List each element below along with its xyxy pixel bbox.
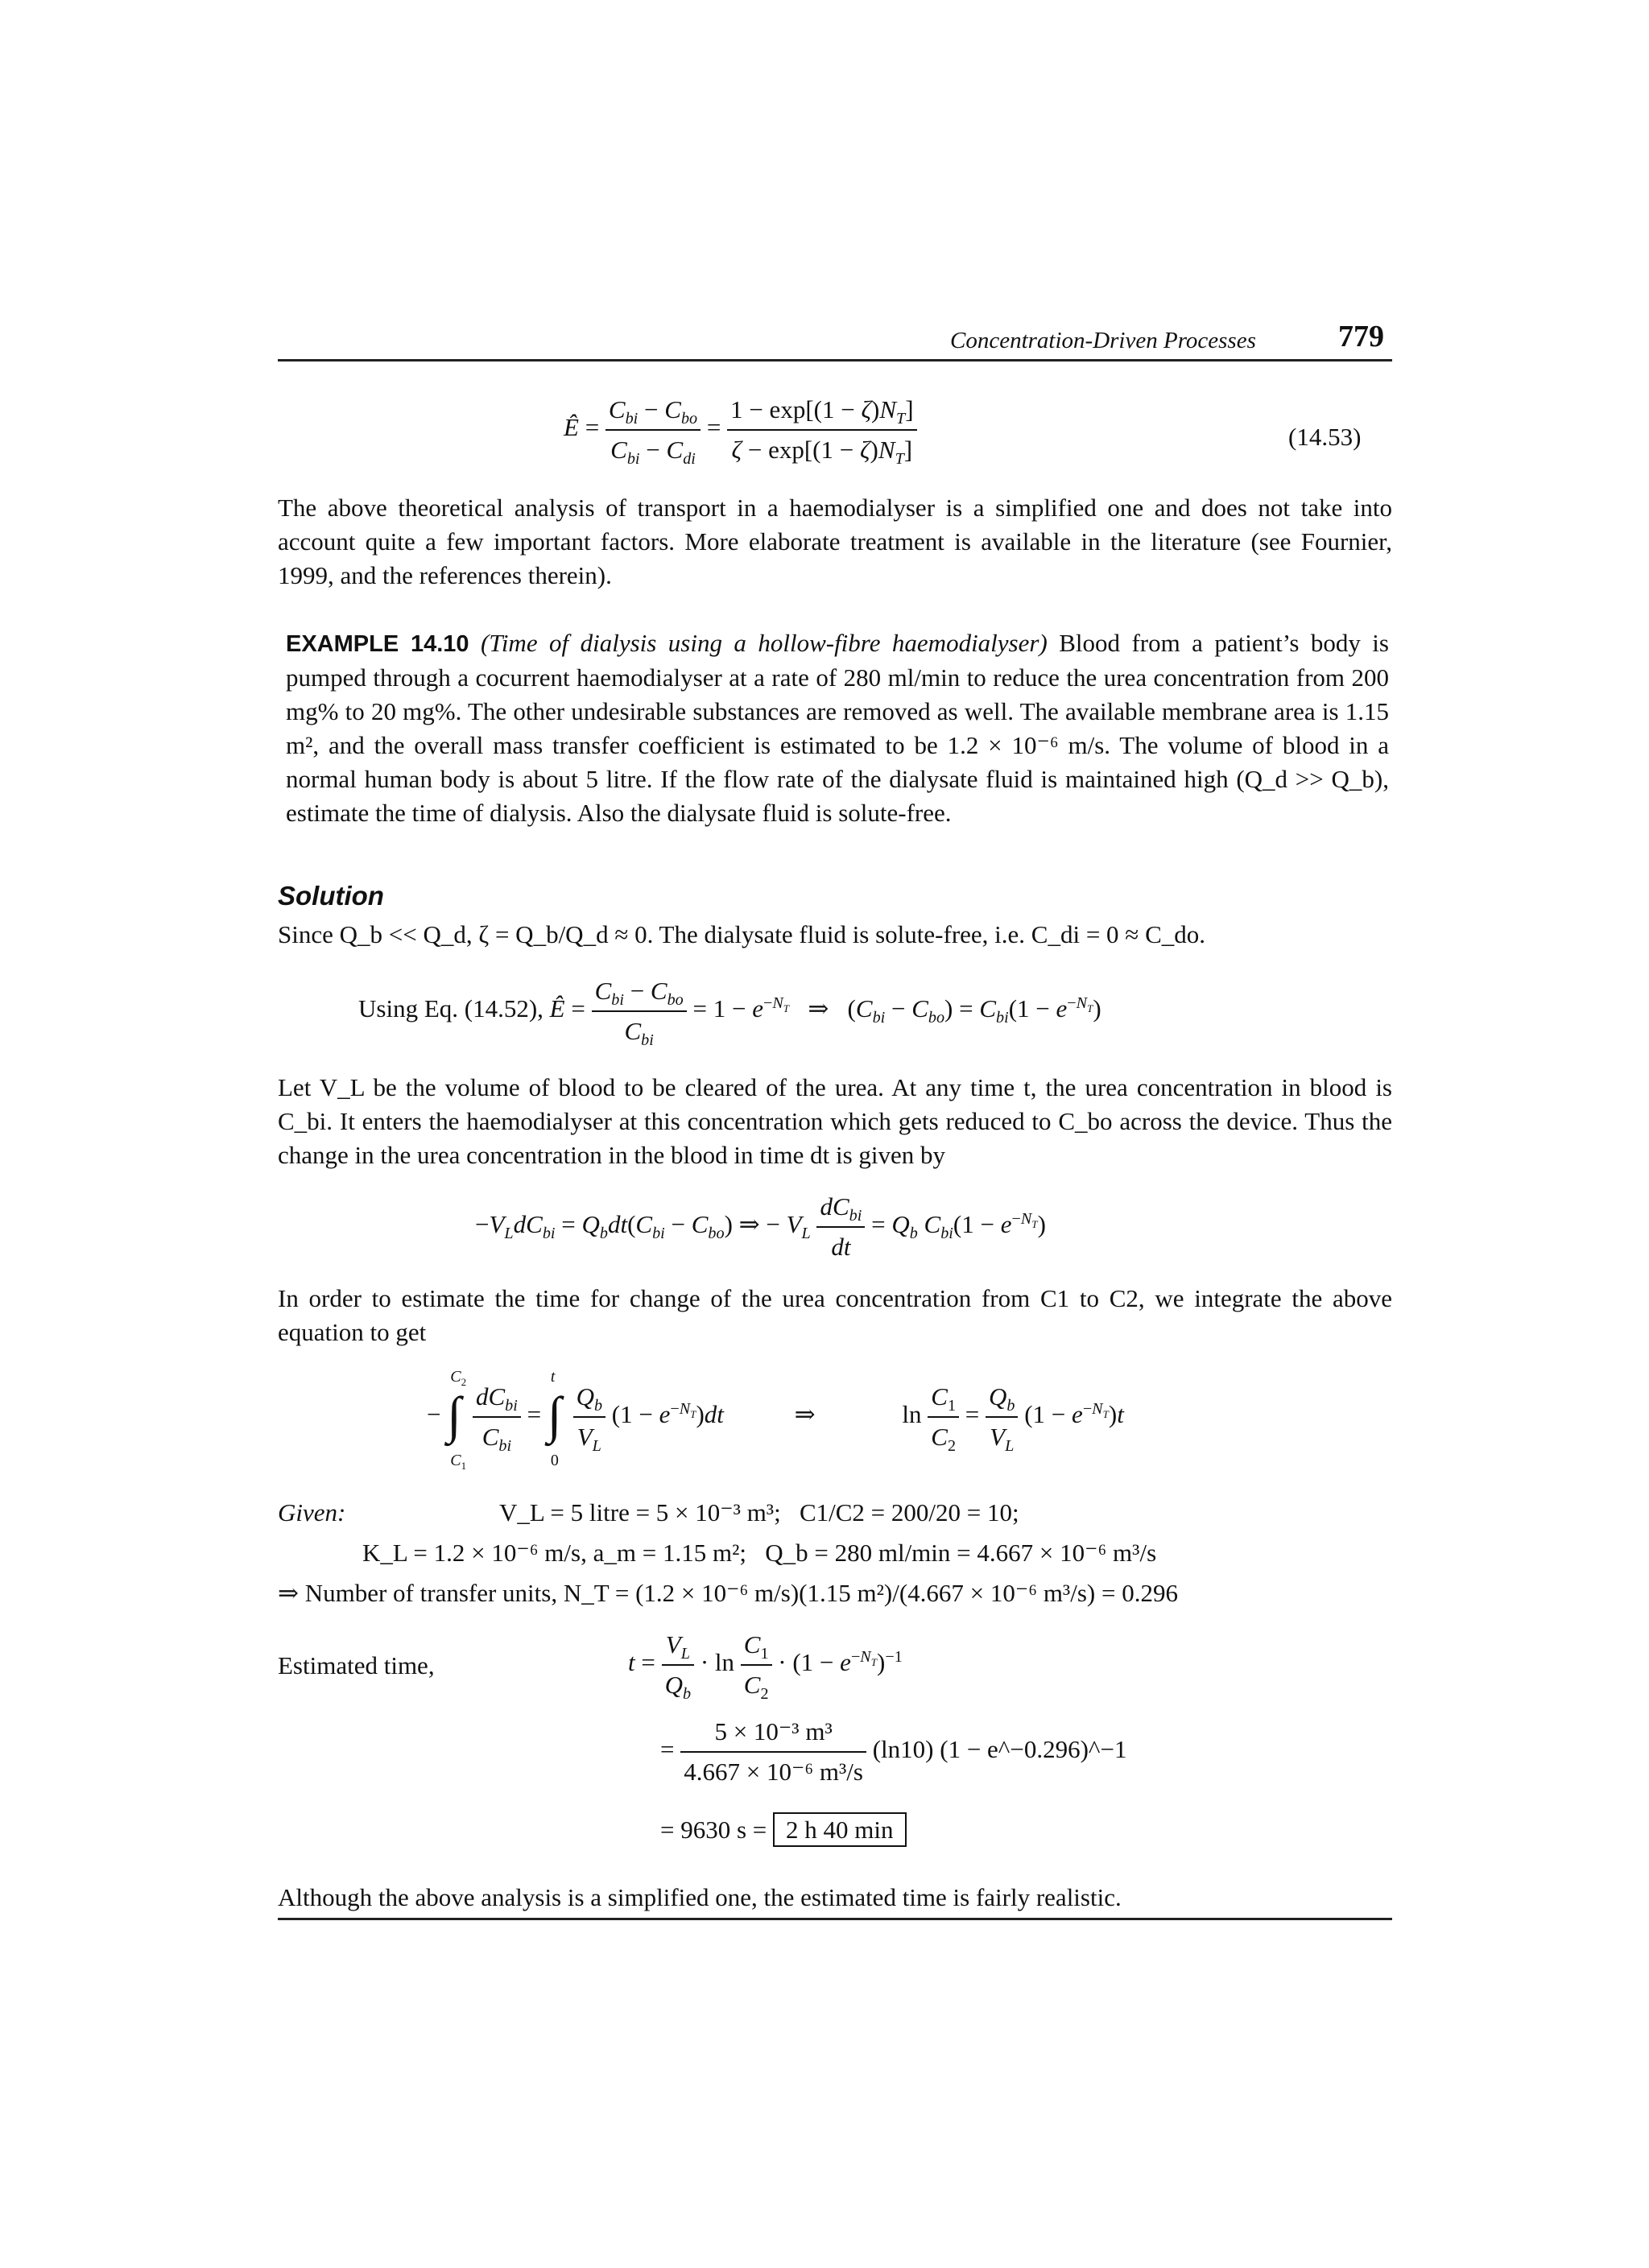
header-rule [278, 359, 1392, 361]
calc-numerator: 5 × 10⁻³ m³ [680, 1715, 866, 1753]
differential-equation: $-V_LdC_{bi} = Q_bdt(C_{bi} - C_{bo})$ ⇒ − $V_L$ $\frac{dC_{bi}}{dt}$ = $Q_b$ $C_{bi}(1 - e^{-N_T})$ [475, 1190, 1046, 1264]
solution-line-1: Since Q_b << Q_d, ζ = Q_b/Q_d ≈ 0. The dialysate fluid is solute-free, i.e. C_di = 0 ≈ C_do. [278, 920, 1205, 948]
time-formula: t = $\frac{V_L}{Q_b}$ · ln $\frac{C_1}{C_2}$ · $(1 - e^{-N_T})^{-1}$ [628, 1628, 903, 1702]
solution-heading: Solution [278, 881, 384, 911]
calc-tail: (ln10) (1 − e^−0.296)^−1 [872, 1735, 1127, 1764]
equation-number: (14.53) [1288, 423, 1362, 451]
example-text: Blood from a patient’s body is pumped through a cocurrent haemodialyser at a rate of 280 ml/min to reduce the urea concentration from 200 mg% to 20 mg%. The other undesirable substances are removed as well. The available membrane area is 1.15 m², and the overall mass transfer coefficient is estimated to be 1.2 × 10⁻⁶ m/s. The volume of blood in a normal human body is about 5 litre. If the flow rate of the dialysate fluid is maintained high (Q_d >> Q_b), estimate the time of dialysis. Also the dialysate fluid is solute-free. [286, 629, 1389, 827]
intro-paragraph: The above theoretical analysis of transport in a haemodialyser is a simplified one and does not take into account quite a few important factors. More elaborate treatment is available in the literature (see Fournier, 1999, and the references therein). [278, 494, 1392, 589]
result-prefix: = 9630 s = [660, 1816, 767, 1844]
result-box: 2 h 40 min [773, 1812, 906, 1847]
integral-equation: − $C_2$ ∫ $C_1$ $\frac{dC_{bi}}{C_{bi}}$ = t ∫ 0 $\frac{Q_b}{V_L}$ $(1 - e^{-N_T})dt$ ⇒ ln $\frac{C_1}{C_2}$ = $\frac{Q_b}{V_L}$ $(1 - e^{-N_T})t$ [427, 1368, 1124, 1472]
equation-14-53: Ê = $\frac{C_{bi} - C_{bo}}{C_{bi} - C_{di}}$ = $\frac{1 - \exp[(1 - \zeta)N_T]}{\zeta - \exp[(1 - \zeta)N_T]}$ [564, 393, 917, 467]
given-line-1: V_L = 5 litre = 5 × 10⁻³ m³; C1/C2 = 200/20 = 10; [499, 1498, 1019, 1526]
example-label: EXAMPLE 14.10 [286, 631, 469, 657]
footer-rule [278, 1918, 1392, 1920]
example-block [286, 626, 1389, 830]
estimated-time-label: Estimated time, [278, 1651, 435, 1679]
ntu-line: ⇒ Number of transfer units, N_T = (1.2 × 10⁻⁶ m/s)(1.15 m²)/(4.667 × 10⁻⁶ m³/s) = 0.296 [278, 1579, 1178, 1607]
example-title: (Time of dialysis using a hollow-fibre haemodialyser) [480, 629, 1048, 657]
solution-paragraph-2: Let V_L be the volume of blood to be cleared of the urea. At any time t, the urea concentration in blood is C_bi. It enters the haemodialyser at this concentration which gets reduced to C_bo across the device. Thus the change in the urea concentration in the blood in time dt is given by [278, 1073, 1392, 1169]
running-title: Concentration-Driven Processes [950, 328, 1256, 353]
closing-sentence: Although the above analysis is a simplified one, the estimated time is fairly realistic. [278, 1883, 1122, 1911]
page-number: 779 [1338, 320, 1384, 353]
using-eq-label: Using Eq. (14.52), [358, 994, 543, 1023]
solution-paragraph-3: In order to estimate the time for change of the urea concentration from C1 to C2, we integrate the above equation to get [278, 1284, 1392, 1346]
using-eq-line: Using Eq. (14.52), Ê = $\frac{C_{bi} - C_{bo}}{C_{bi}}$ = $1 - e^{-N_T}$ ⇒ $(C_{bi} - C_{bo}) = C_{bi}(1 - e^{-N_T})$ [358, 974, 1101, 1048]
time-calculation: = $\frac{\text{5 × 10⁻³ m³}}{\text{4.667 × 10⁻⁶ m³/s}}$ (ln10) (1 − e^−0.296)^−1 [660, 1715, 1126, 1789]
time-result [660, 1813, 907, 1847]
calc-denominator: 4.667 × 10⁻⁶ m³/s [684, 1758, 863, 1786]
given-line-2: K_L = 1.2 × 10⁻⁶ m/s, a_m = 1.15 m²; Q_b = 280 ml/min = 4.667 × 10⁻⁶ m³/s [362, 1539, 1157, 1567]
given-label: Given: [278, 1498, 346, 1526]
